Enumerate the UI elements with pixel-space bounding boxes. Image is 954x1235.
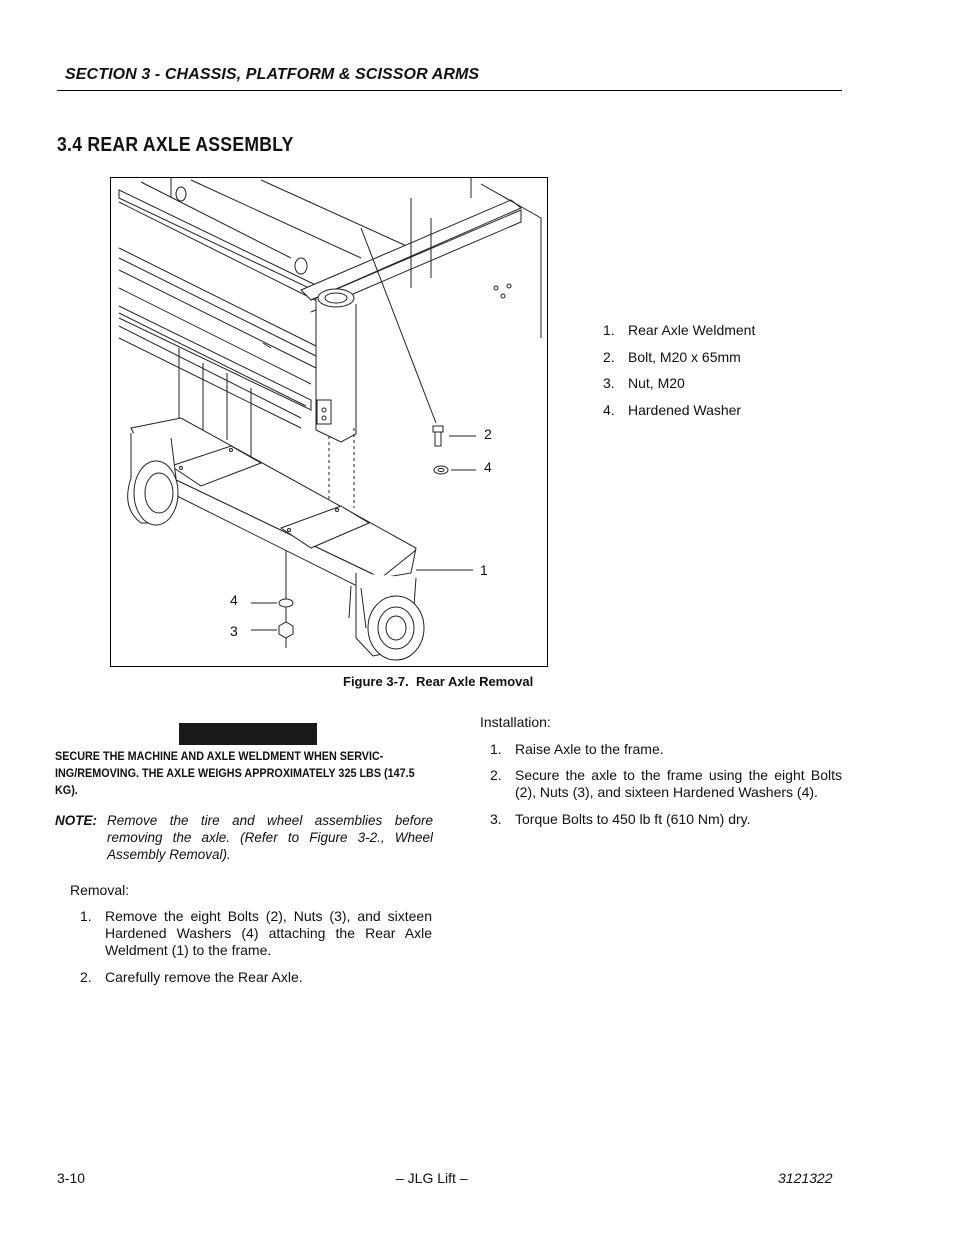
figure-caption: Figure 3-7. Rear Axle Removal bbox=[343, 674, 534, 689]
legend-item: 1. Rear Axle Weldment bbox=[603, 322, 756, 338]
installation-heading: Installation: bbox=[480, 714, 551, 730]
warning-banner bbox=[179, 723, 317, 745]
removal-step: 1. Remove the eight Bolts (2), Nuts (3), and sixteen Hardened Washers (4) attaching the Rear Axle Weldment (1) to the frame. bbox=[80, 908, 432, 958]
figure-legend bbox=[603, 322, 755, 429]
page-title: 3.4 REAR AXLE ASSEMBLY bbox=[57, 134, 294, 156]
installation-step: 1. Raise Axle to the frame. bbox=[490, 741, 664, 757]
note-text: Remove the tire and wheel assemblies before removing the axle. (Refer to Figure 3-2., Wheel Assembly Removal). bbox=[107, 813, 433, 862]
callout-3: 3 bbox=[230, 623, 238, 639]
note-label: NOTE: bbox=[55, 813, 97, 828]
note bbox=[55, 812, 433, 863]
removal-step: 2. Carefully remove the Rear Axle. bbox=[80, 969, 303, 985]
footer-center: – JLG Lift – bbox=[396, 1170, 468, 1186]
removal-heading: Removal: bbox=[70, 882, 130, 898]
installation-step: 3. Torque Bolts to 450 lb ft (610 Nm) dry. bbox=[490, 811, 751, 827]
legend-item: 3. Nut, M20 bbox=[603, 375, 685, 392]
document-number: 3121322 bbox=[778, 1170, 833, 1186]
callout-2: 2 bbox=[484, 426, 492, 442]
callout-4-bottom: 4 bbox=[230, 592, 238, 608]
callout-4-top: 4 bbox=[484, 459, 492, 475]
section-header: SECTION 3 - CHASSIS, PLATFORM & SCISSOR ARMS bbox=[65, 66, 480, 83]
header-rule bbox=[57, 90, 842, 91]
legend-item: 4. Hardened Washer bbox=[603, 402, 742, 419]
installation-step: 2. Secure the axle to the frame using the eight Bolts (2), Nuts (3), and sixteen Hardened Washers (4). bbox=[490, 767, 842, 800]
rear-axle-figure bbox=[110, 177, 548, 667]
rear-axle-illustration bbox=[111, 178, 547, 666]
legend-item: 2. Bolt, M20 x 65mm bbox=[603, 348, 741, 365]
warning-text: SECURE THE MACHINE AND AXLE WELDMENT WHEN SERVIC-ING/REMOVING. THE AXLE WEIGHS APPROXIMATELY 325 LBS (147.5 KG). bbox=[55, 749, 415, 797]
callout-1: 1 bbox=[480, 562, 488, 578]
page-number: 3-10 bbox=[57, 1170, 86, 1186]
